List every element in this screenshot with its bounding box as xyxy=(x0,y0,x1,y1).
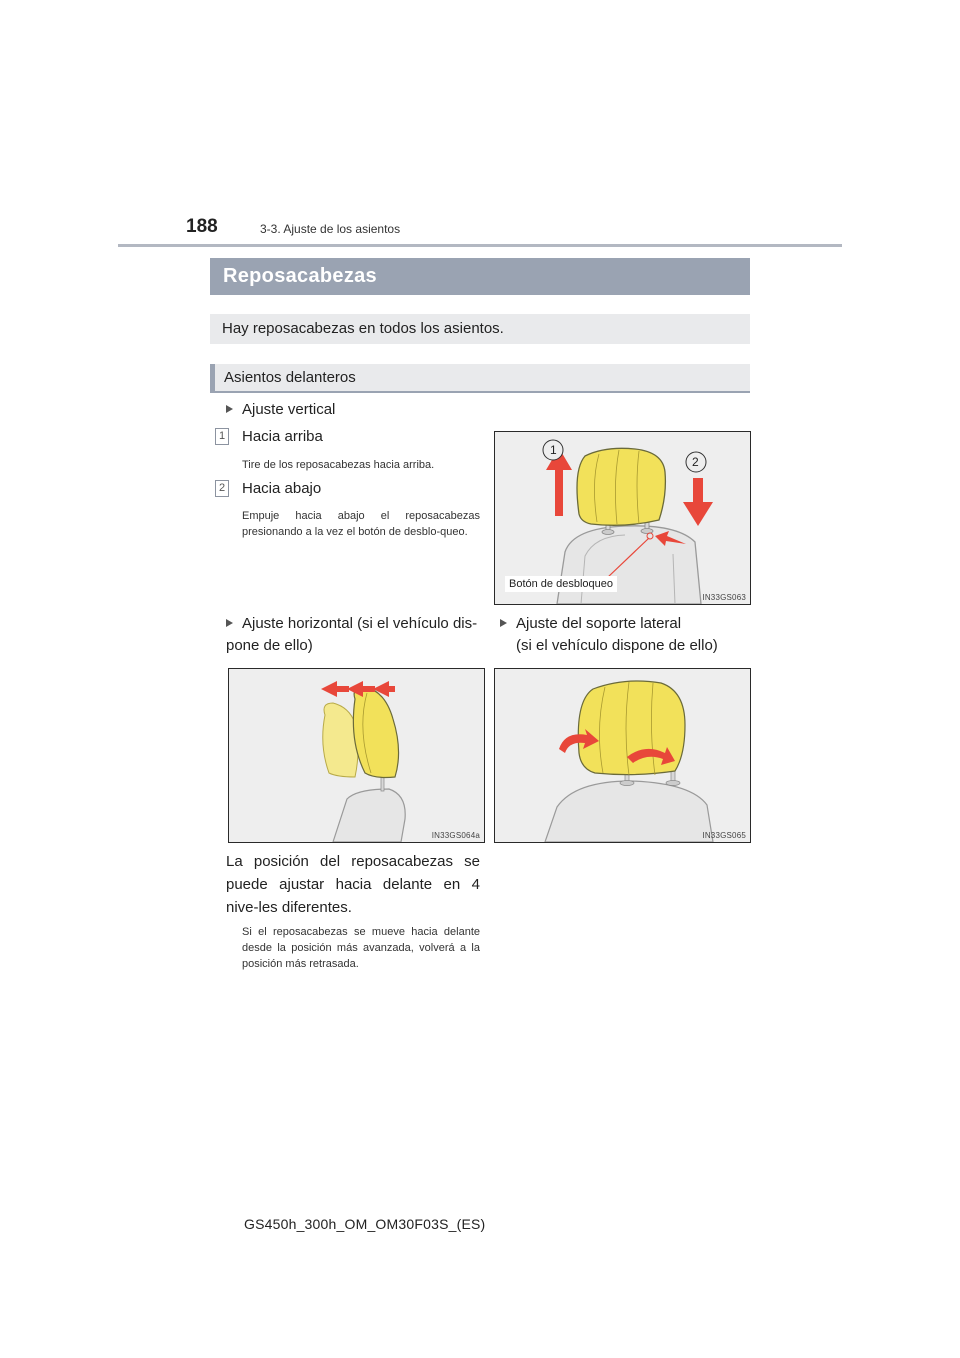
headrest-lateral-illustration xyxy=(495,669,750,842)
page-number: 188 xyxy=(186,216,218,237)
intro-bar xyxy=(210,314,750,344)
figure-vertical-adjust xyxy=(494,431,751,605)
bullet-triangle-icon xyxy=(500,619,507,627)
figure-marker-2: 2 xyxy=(692,455,699,469)
step-1-title: Hacia arriba xyxy=(242,428,323,445)
horizontal-paragraph: La posición del reposacabezas se puede ajustar hacia delante en 4 nive-les diferentes. xyxy=(226,853,480,916)
step-2-text: Empuje hacia abajo el reposacabezas presionando a la vez el botón de desblo-queo. xyxy=(242,510,480,538)
step-1-text: Tire de los reposacabezas hacia arriba. xyxy=(242,459,435,471)
title-bar xyxy=(210,258,750,295)
step-1-marker: 1 xyxy=(215,428,229,445)
vertical-heading: Ajuste vertical xyxy=(226,399,335,421)
section-label: 3-3. Ajuste de los asientos xyxy=(260,222,401,236)
bullet-triangle-icon xyxy=(226,619,233,627)
headrest-horizontal-illustration xyxy=(229,669,484,842)
bullet-triangle-icon xyxy=(226,405,233,413)
footer-code: GS450h_300h_OM_OM30F03S_(ES) xyxy=(244,1216,486,1232)
step-2-marker: 2 xyxy=(215,480,229,497)
subsection-accent xyxy=(210,364,215,393)
horizontal-note: Si el reposacabezas se mueve hacia delante desde la posición más avanzada, volverá a la posición más retrasada. xyxy=(242,926,480,970)
subsection-bar xyxy=(210,364,750,393)
lateral-heading: Ajuste del soporte lateral (si el vehículo dispone de ello) xyxy=(500,613,750,657)
figure-code-3: IN33GS065 xyxy=(702,831,746,840)
release-button-callout: Botón de desbloqueo xyxy=(505,576,617,592)
horizontal-heading: Ajuste horizontal (si el vehículo dis-pone de ello) xyxy=(226,615,478,654)
subsection-title: Asientos delanteros xyxy=(224,369,356,386)
figure-horizontal-adjust xyxy=(228,668,485,843)
page-title: Reposacabezas xyxy=(223,265,377,287)
figure-code-2: IN33GS064a xyxy=(431,831,480,840)
figure-marker-1: 1 xyxy=(550,443,557,457)
intro-text: Hay reposacabezas en todos los asientos. xyxy=(222,320,504,337)
figure-code-1: IN33GS063 xyxy=(702,593,746,602)
step-2-title: Hacia abajo xyxy=(242,480,322,497)
header-rule xyxy=(118,244,842,247)
figure-lateral-adjust xyxy=(494,668,751,843)
